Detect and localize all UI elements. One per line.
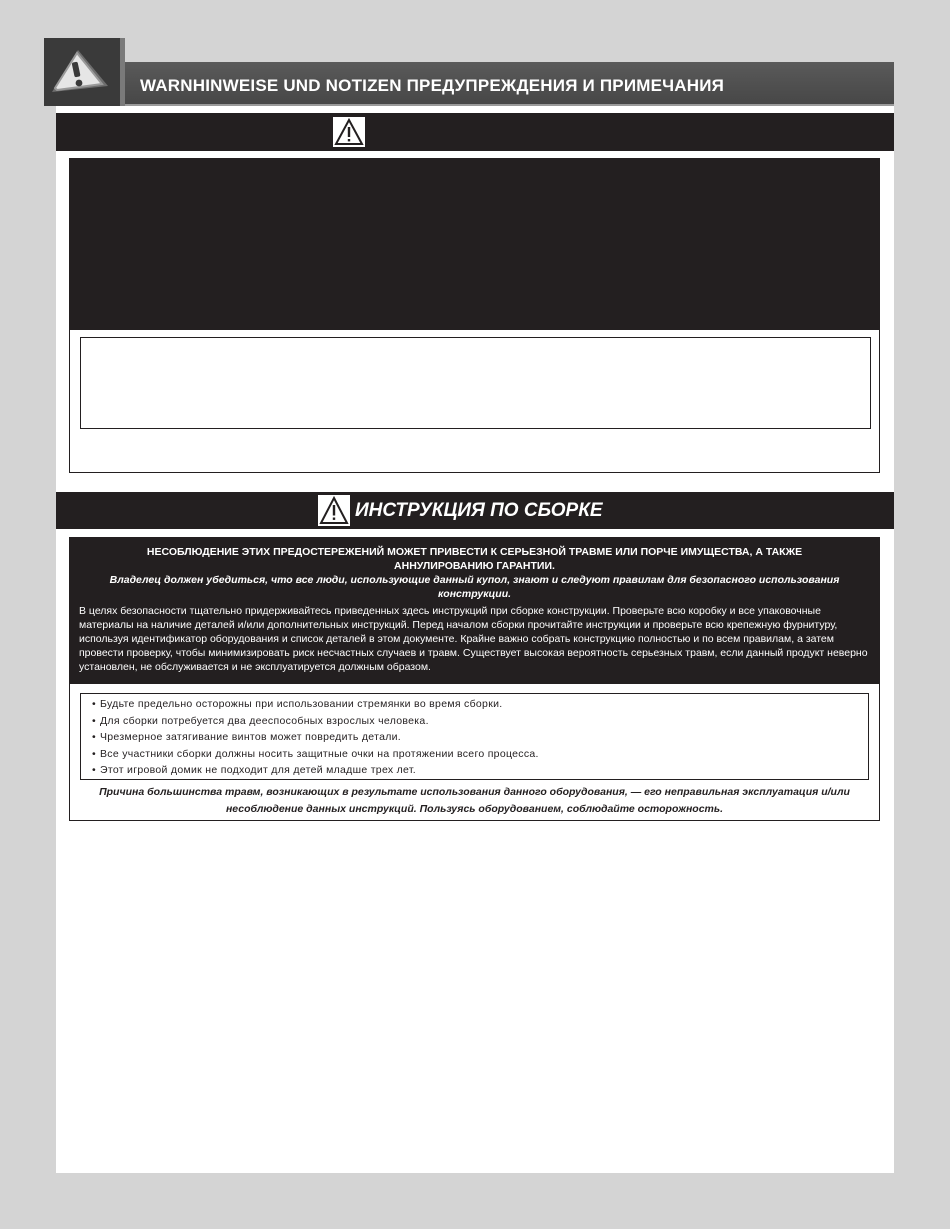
assembly-instructions-band xyxy=(56,492,894,529)
bullet-text: Чрезмерное затягивание винтов может повредить детали. xyxy=(99,731,402,743)
warning-panel-1-dark-area xyxy=(70,159,879,330)
safety-instructions-text: В целях безопасности тщательно придерживайтесь приведенных здесь инструкций при сборке конструкции. Проверьте всю коробку и все упаковочные материалы на наличие деталей и/или дополнительных инструкций. Перед началом сборки прочитайте инструкции и проверьте всю крепежную фурнитуру, используя идентификатор оборудования и список деталей в этом документе. Крайне важно собрать конструкцию полностью и по всем правилам, а затем провести проверку, чтобы минимизировать риск несчастных случаев и травм. Существует высокая вероятность серьезных травм, если данный продукт неверно установлен, не обслуживается и не эксплуатируется должным образом. xyxy=(79,605,868,673)
list-item xyxy=(92,746,868,763)
warning-triangle-corner-icon xyxy=(44,38,120,106)
bullet-text: Все участники сборки должны носить защитные очки на протяжении всего процесса. xyxy=(99,747,539,760)
injury-cause-note: Причина большинства травм, возникающих в результате использования данного оборудования, — его неправильная эксплуатация и/или несоблюдение данных инструкций. Пользуясь оборудованием, соблюдайте осторожность. xyxy=(99,786,850,815)
bullet-text: Этот игровой домик не подходит для детей младше трех лет. xyxy=(99,764,416,776)
bullet-text: Для сборки потребуется два дееспособных взрослых человека. xyxy=(99,714,429,727)
warning-band-top xyxy=(56,113,894,151)
list-item xyxy=(92,696,868,713)
assembly-warning-panel xyxy=(69,537,880,821)
assembly-warning-dark-area xyxy=(70,538,879,684)
owner-responsibility-note: Владелец должен убедиться, что все люди, использующие данный купол, знают и следуют правилам для безопасного использования конструкции. xyxy=(109,574,840,600)
bullet-mark: • xyxy=(92,764,96,776)
list-item xyxy=(92,713,868,730)
page-title: WARNHINWEISE UND NOTIZEN ПРЕДУПРЕЖДЕНИЯ И ПРИМЕЧАНИЯ xyxy=(140,76,725,95)
bullet-mark: • xyxy=(92,698,96,710)
bullet-mark: • xyxy=(92,747,96,760)
warning-panel-1 xyxy=(69,158,880,473)
list-item xyxy=(92,762,868,779)
bullet-mark: • xyxy=(92,714,96,727)
safety-bullets-box xyxy=(80,693,869,780)
warning-heading: НЕСОБЛЮДЕНИЕ ЭТИХ ПРЕДОСТЕРЕЖЕНИЙ МОЖЕТ ПРИВЕСТИ К СЕРЬЕЗНОЙ ТРАВМЕ ИЛИ ПОРЧЕ ИМУЩЕСТВА, А ТАКЖЕ АННУЛИРОВАНИЮ ГАРАНТИИ. xyxy=(146,546,803,572)
warning-icon xyxy=(333,117,365,152)
safety-bullet-list xyxy=(81,694,868,779)
bullet-mark: • xyxy=(92,731,96,743)
list-item xyxy=(92,729,868,746)
warning-panel-1-inner-box xyxy=(80,337,871,429)
bullet-text: Будьте предельно осторожны при использовании стремянки во время сборки. xyxy=(99,698,503,710)
section-title: ИНСТРУКЦИЯ ПО СБОРКЕ xyxy=(355,500,603,521)
warning-icon xyxy=(318,495,350,531)
section-header-bar xyxy=(125,62,894,106)
